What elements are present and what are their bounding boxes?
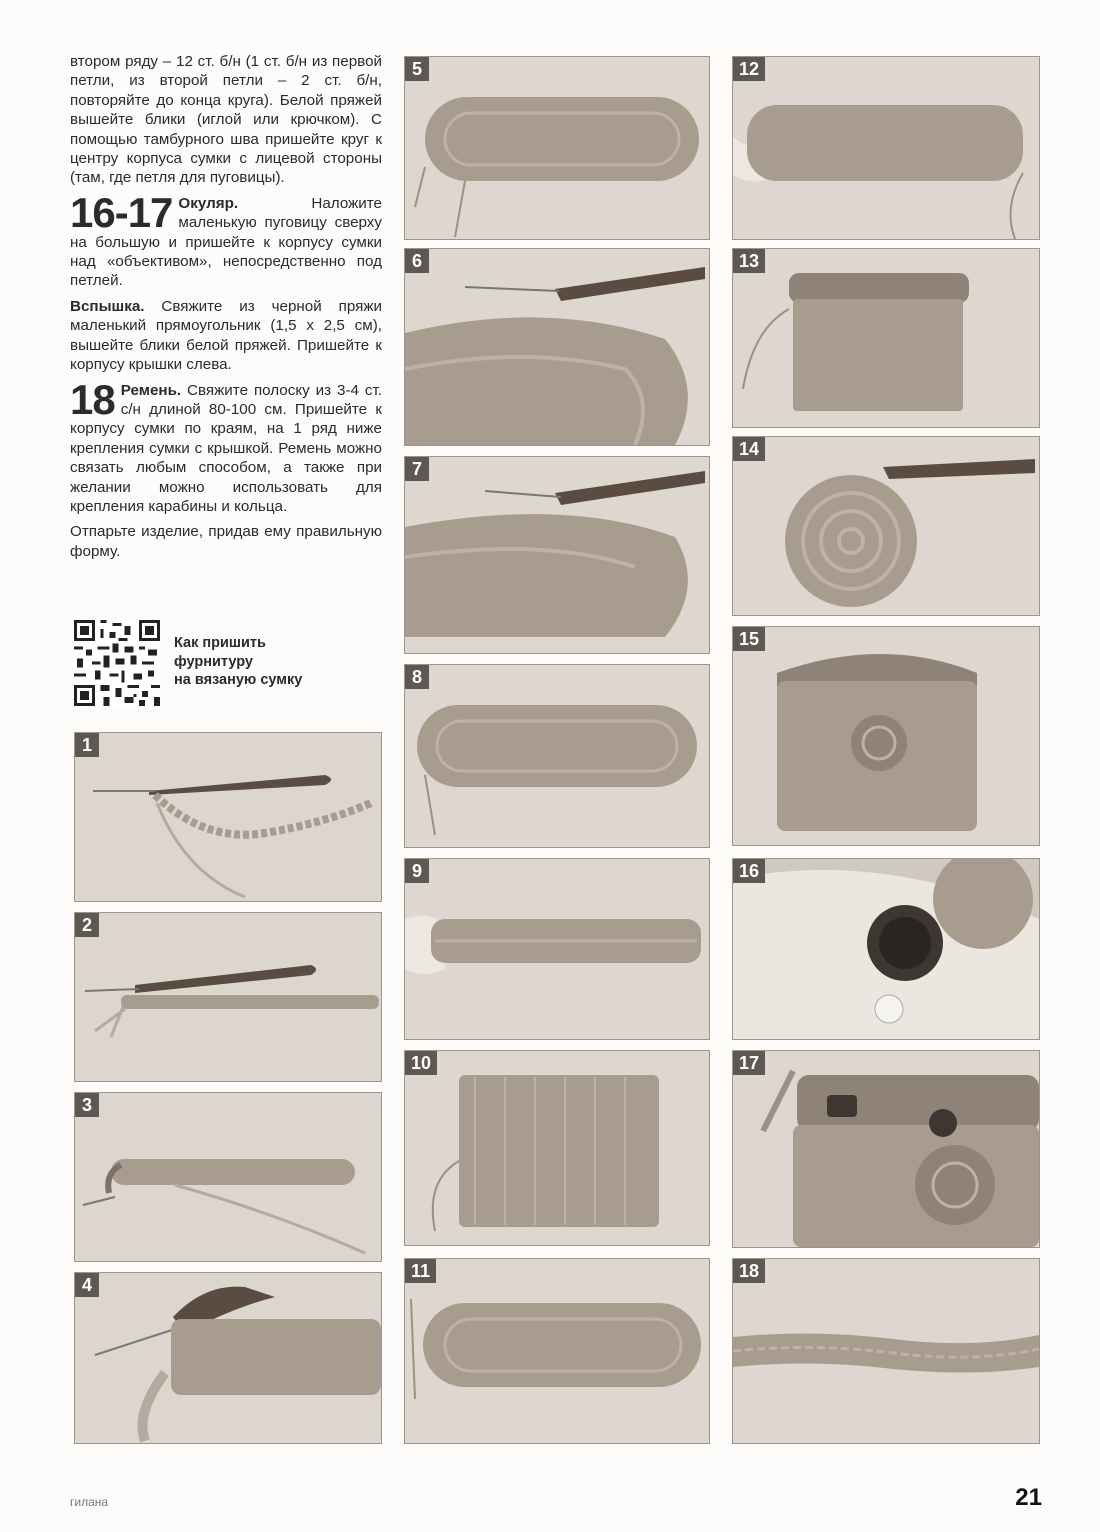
photo-number: 10 [405,1051,437,1075]
photo-1 [74,732,382,902]
step-number: 18 [70,380,115,423]
step-title: Ремень. [120,381,182,399]
page-number: 21 [1015,1484,1042,1511]
photo-9 [404,858,710,1040]
qr-code-icon[interactable] [74,620,160,706]
step-title: Окуляр. [178,194,239,212]
photo-13 [732,248,1040,428]
photo-number: 14 [733,437,765,461]
photo-18 [732,1258,1040,1444]
photo-14 [732,436,1040,616]
photo-number: 11 [405,1259,436,1283]
photo-17 [732,1050,1040,1248]
chain-hook-illustration [75,733,381,901]
step-text: Свяжите полоску из 3-4 ст. с/н длиной 80-100 см. Пришейте к корпусу сумки по краям, на 1 ряд ниже крепления сумки с крышкой. Ремень можно связать любым способом, а также при желании можно использовать для крепления карабины и кольца. [70,381,382,515]
step-number: 16-17 [70,193,173,236]
photo-number: 7 [405,457,429,481]
photo-number: 8 [405,665,429,689]
photo-6 [404,248,710,446]
photo-number: 3 [75,1093,99,1117]
photo-2 [74,912,382,1082]
photo-number: 15 [733,627,765,651]
photo-number: 13 [733,249,765,273]
continued-paragraph: втором ряду – 12 ст. б/н (1 ст. б/н из первой петли, из второй петли – 2 ст. б/н, повторяйте до конца круга). Белой пряжей вышейте блики (иглой или крючком). С помощью тамбурного шва пришейте круг к центру корпуса сумки с лицевой стороны (там, где петля для пуговицы). [70,53,382,187]
photo-number: 16 [733,859,765,883]
qr-caption[interactable] [174,634,302,690]
flash-paragraph [70,297,382,375]
photo-16 [732,858,1040,1040]
step-text: Наложите маленькую пуговицу сверху на большую и пришейте к корпусу сумки над «объективом», непосредственно под петлей. [70,194,382,290]
photo-number: 2 [75,913,99,937]
footer-brand: гилана [70,1495,109,1509]
photo-12 [732,56,1040,240]
photo-number: 18 [733,1259,765,1283]
text-column [70,52,382,567]
photo-8 [404,664,710,848]
photo-number: 6 [405,249,429,273]
photo-7 [404,456,710,654]
final-paragraph: Отпарьте изделие, придав ему правильную форму. [70,523,382,560]
photo-10 [404,1050,710,1246]
photo-number: 5 [405,57,429,81]
flash-title: Вспышка. [70,297,145,315]
photo-number: 9 [405,859,429,883]
photo-number: 12 [733,57,765,81]
qr-block[interactable] [74,620,384,706]
photo-4 [74,1272,382,1444]
photo-11 [404,1258,710,1444]
step-18 [70,381,382,517]
photo-3 [74,1092,382,1262]
qr-caption-line: фурнитуру [174,653,253,670]
photo-number: 17 [733,1051,765,1075]
photo-number: 4 [75,1273,99,1297]
photo-15 [732,626,1040,846]
photo-5 [404,56,710,240]
photo-number: 1 [75,733,99,757]
qr-caption-line: Как пришить [174,635,266,651]
step-16-17 [70,194,382,291]
flash-text: Свяжите из черной пряжи маленький прямоугольник (1,5 х 2,5 см), вышейте блики белой пряжей. Пришейте к корпусу крышки слева. [70,297,382,374]
qr-caption-line: на вязаную сумку [174,672,303,688]
